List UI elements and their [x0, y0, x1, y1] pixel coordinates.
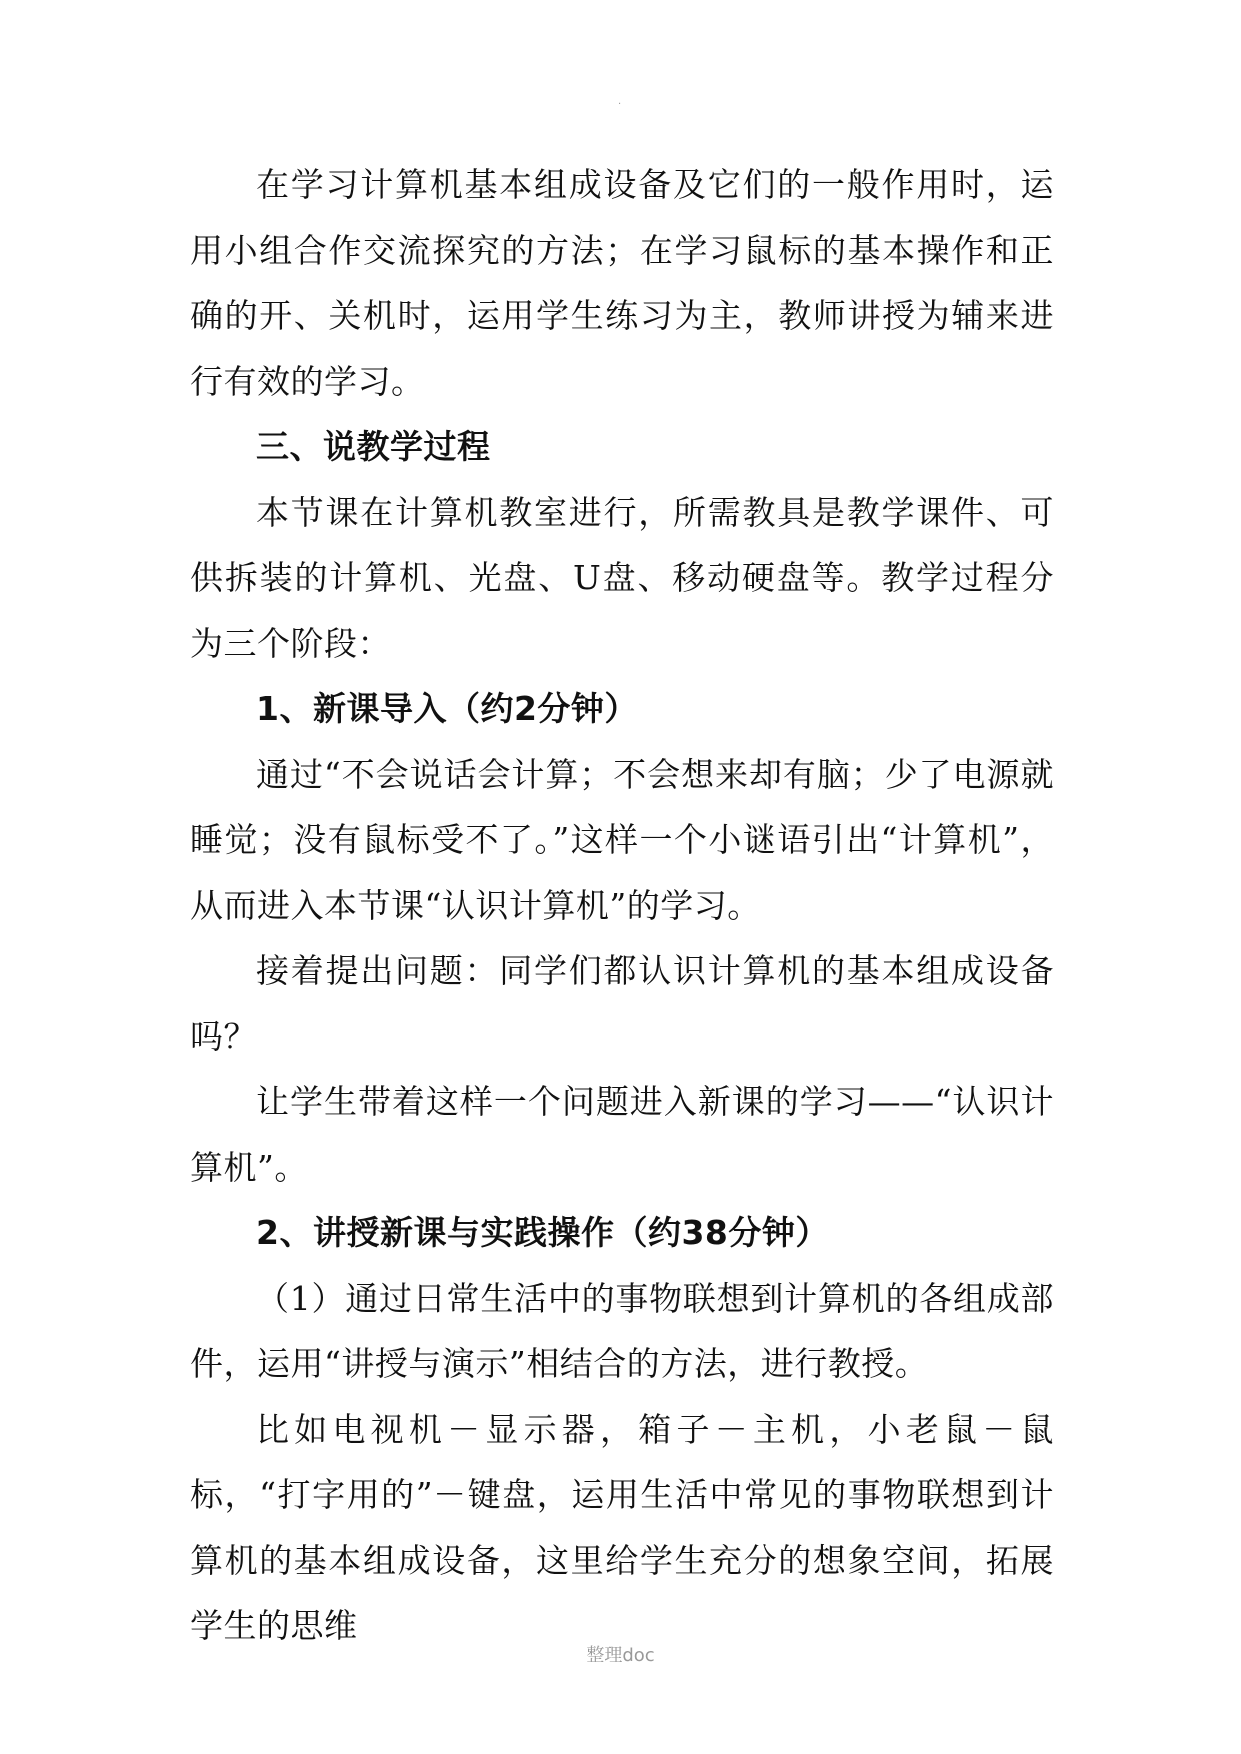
- paragraph-methods: 在学习计算机基本组成设备及它们的一般作用时，运用小组合作交流探究的方法；在学习鼠标的基本操作和正确的开、关机时，运用学生练习为主，教师讲授为辅来进行有效的学习。: [190, 165, 1054, 401]
- subheading-teaching-practice: 2、讲授新课与实践操作（约38分钟）: [256, 1213, 829, 1252]
- paragraph-riddle: 通过“不会说话会计算；不会想来却有脑；少了电源就睡觉；没有鼠标受不了。”这样一个小谜语引出“计算机”，从而进入本节课“认识计算机”的学习。: [190, 754, 1054, 925]
- paragraph-step-one: （1）通过日常生活中的事物联想到计算机的各组成部件，运用“讲授与演示”相结合的方法，进行教授。: [190, 1278, 1054, 1383]
- footer-label: 整理doc: [586, 1645, 655, 1666]
- subheading-new-lesson-intro: 1、新课导入（约2分钟）: [256, 689, 638, 728]
- paragraph-classroom: 本节课在计算机教室进行，所需教具是教学课件、可供拆装的计算机、光盘、U盘、移动硬盘等。教学过程分为三个阶段：: [190, 492, 1054, 663]
- paragraph-enter-lesson: 让学生带着这样一个问题进入新课的学习——“认识计算机”。: [190, 1082, 1054, 1187]
- paragraph-question: 接着提出问题：同学们都认识计算机的基本组成设备吗？: [190, 951, 1054, 1056]
- header-mark: .: [618, 96, 622, 107]
- paragraph-examples: 比如电视机－显示器，箱子－主机，小老鼠－鼠标，“打字用的”－键盘，运用生活中常见的事物联想到计算机的基本组成设备，这里给学生充分的想象空间，拓展学生的思维: [190, 1409, 1054, 1645]
- document-body: [190, 152, 1054, 1659]
- section-heading-teaching-process: 三、说教学过程: [256, 427, 491, 466]
